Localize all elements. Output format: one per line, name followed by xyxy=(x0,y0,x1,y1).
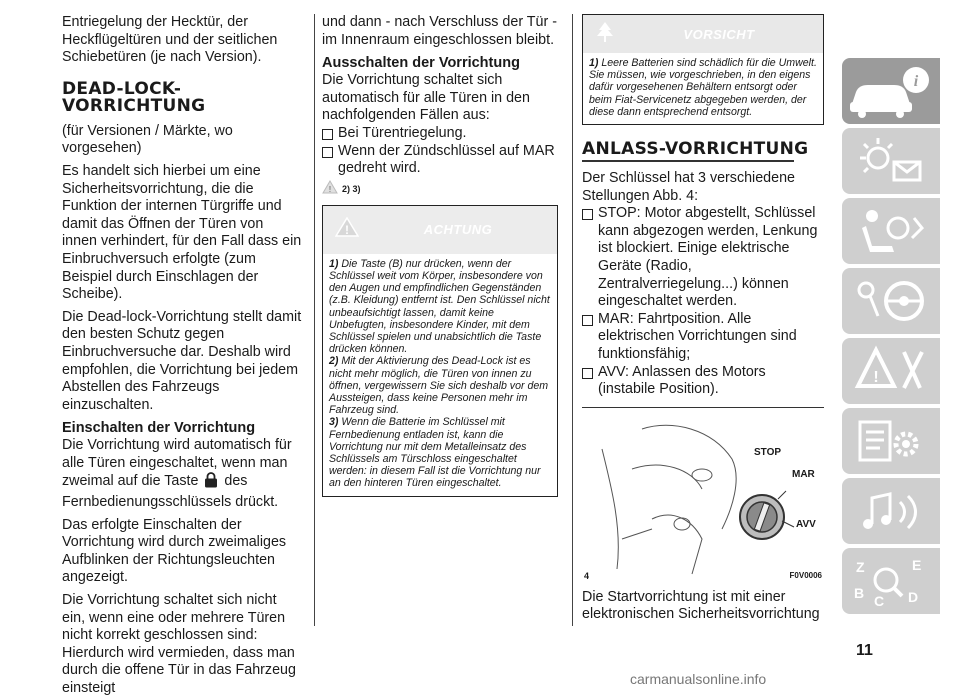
svg-text:C: C xyxy=(874,593,885,609)
figure-label-avv: AVV xyxy=(796,518,816,530)
svg-text:!: ! xyxy=(345,223,349,238)
tab-safety[interactable] xyxy=(842,198,940,264)
tab-driving[interactable] xyxy=(842,268,940,334)
bullet-item xyxy=(582,205,824,311)
warning-tools-icon xyxy=(842,338,940,404)
service-gear-icon xyxy=(842,408,940,474)
svg-text:E: E xyxy=(912,557,922,573)
paragraph: Das erfolgte Einschalten der Vorrichtung wird durch zweimaliges Aufblinken der Richtungsleuchten angezeigt. xyxy=(62,516,287,586)
warning-header xyxy=(323,206,557,254)
bullet-item xyxy=(582,364,824,399)
tab-maintenance[interactable] xyxy=(842,408,940,474)
tab-emergency[interactable] xyxy=(842,338,940,404)
paragraph: Die Startvorrichtung ist mit einer elektronischen Sicherheitsvorrichtung xyxy=(582,588,820,623)
svg-text:D: D xyxy=(908,589,919,605)
bullet-square-icon xyxy=(582,315,593,326)
warning-triangle-icon xyxy=(335,217,359,242)
warning-item xyxy=(329,416,553,489)
tab-multimedia[interactable] xyxy=(842,478,940,544)
music-signal-icon xyxy=(842,478,940,544)
note-references xyxy=(322,180,558,199)
caution-number: 1) xyxy=(589,57,599,69)
tab-index[interactable] xyxy=(842,548,940,614)
bullet-square-icon xyxy=(582,368,593,379)
warning-body xyxy=(323,254,557,496)
figure-number: 4 xyxy=(584,570,590,581)
paragraph: Die Vorrichtung schaltet sich nicht ein, wenn eine oder mehrere Türen nicht korrekt geschlossen sind: Hierdurch wird vermieden, dass man durch die offene Tür in das Fahrzeug einsteigt xyxy=(62,592,296,696)
warning-title: ACHTUNG xyxy=(423,222,493,238)
caution-tree-icon xyxy=(595,21,615,48)
ignition-figure xyxy=(582,407,824,585)
section-heading-anlass: ANLASS-VORRICHTUNG xyxy=(582,139,809,160)
tab-dashboard[interactable] xyxy=(842,128,940,194)
bullet-item xyxy=(322,125,558,143)
warning-number: 1) xyxy=(329,257,339,270)
caution-box-vorsicht xyxy=(582,14,824,125)
warning-box-achtung xyxy=(322,205,558,497)
heading-underline xyxy=(582,160,794,162)
column-3 xyxy=(582,14,824,624)
column-divider xyxy=(572,14,573,626)
warning-item xyxy=(329,355,553,416)
svg-text:!: ! xyxy=(328,184,332,194)
warning-text: Die Taste (B) nur drücken, wenn der Schlüssel weit vom Körper, insbesondere von den Augen und empfindlichen Gegenständen (z.B. Kleidung) entfernt ist. Den Schlüssel nicht unbeaufsichtigt lassen, damit keine Unbefugten, insbesondere Kinder, mit dem Schlüssel spielen und unabsichtlich die Taste drücken können. xyxy=(329,257,550,356)
column-1 xyxy=(62,14,302,698)
subheading-einschalten: Einschalten der Vorrichtung xyxy=(62,420,256,437)
airbag-seat-icon xyxy=(842,198,940,264)
section-heading-dead-lock: DEAD-LOCK-VORRICHTUNG xyxy=(62,78,206,116)
car-info-icon xyxy=(842,58,940,124)
bullet-text: MAR: Fahrtposition. Alle elektrischen Vorrichtungen sind funktionsfähig; xyxy=(598,310,797,362)
warning-text: Mit der Aktivierung des Dead-Lock ist es nicht mehr möglich, die Türen von innen zu öffnen, vergewissern Sie sich deshalb vor dem Aussteigen, dass keine Personen mehr im Fahrzeug sind. xyxy=(329,355,549,417)
bullet-square-icon xyxy=(582,209,593,220)
paragraph: und dann - nach Verschluss der Tür - im Innenraum eingeschlossen bleibt. xyxy=(322,14,557,48)
svg-text:i: i xyxy=(913,73,919,90)
paragraph: Die Vorrichtung schaltet sich automatisch für alle Türen in den nachfolgenden Fällen aus: xyxy=(322,72,530,124)
bullet-square-icon xyxy=(322,129,333,140)
bullet-text: STOP: Motor abgestellt, Schlüssel kann abgezogen werden, Lenkung ist blockiert. Einige elektrische Geräte (Radio, Zentralverriegelung...) können eingeschaltet werden. xyxy=(598,205,818,310)
figure-label-mar: MAR xyxy=(792,468,815,480)
paragraph: Der Schlüssel hat 3 verschiedene Stellungen Abb. 4: xyxy=(582,170,795,204)
paragraph: Die Dead-lock-Vorrichtung stellt damit den besten Schutz gegen Einbruchversuche dar. Deshalb wird empfohlen, die Vorrichtung bei jedem Abstellen des Fahrzeugs einzuschalten. xyxy=(62,308,302,413)
svg-text:B: B xyxy=(854,585,865,601)
paragraph xyxy=(62,437,302,511)
lock-icon xyxy=(204,472,218,494)
svg-text:!: ! xyxy=(873,369,879,386)
column-2 xyxy=(322,14,558,497)
paragraph: Es handelt sich hierbei um eine Sicherheitsvorrichtung, die die Funktion der internen Türgriffe und damit das Öffnen der Türen von innen verhindert, für den Fall dass ein Einbruchversuch erfolgte (zum Beispiel durch Einschlagen der Scheibe). xyxy=(62,162,302,303)
warning-item xyxy=(329,258,553,356)
key-steering-icon xyxy=(842,268,940,334)
note-refs-text: 2) 3) xyxy=(342,184,361,195)
figure-code: F0V0006 xyxy=(789,570,822,580)
tab-vehicle-info[interactable] xyxy=(842,58,940,124)
intro-text: Entriegelung der Hecktür, der Heckflügeltüren und der seitlichen Schiebetüren (je nach Version). xyxy=(62,14,278,66)
bullet-square-icon xyxy=(322,147,333,158)
subheading-ausschalten: Ausschalten der Vorrichtung xyxy=(322,55,520,72)
ignition-switch-illustration xyxy=(582,409,824,585)
bullet-text: Bei Türentriegelung. xyxy=(338,124,467,141)
warning-number: 3) xyxy=(329,416,339,429)
paragraph: (für Versionen / Märkte, wo vorgesehen) xyxy=(62,122,233,157)
page-number: 11 xyxy=(856,642,873,659)
warning-number: 2) xyxy=(329,355,339,368)
bullet-text: AVV: Anlassen des Motors (instabile Position). xyxy=(598,363,766,398)
watermark: carmanualsonline.info xyxy=(630,671,767,687)
caution-body xyxy=(583,53,823,124)
caution-title: VORSICHT xyxy=(683,26,755,42)
paragraph-part: des Fernbedienungsschlüssels drückt. xyxy=(62,473,279,511)
warning-triangle-icon xyxy=(322,180,338,199)
bullet-text: Wenn der Zündschlüssel auf MAR gedreht wird. xyxy=(338,142,555,177)
caution-header xyxy=(583,15,823,53)
column-divider xyxy=(314,14,315,626)
svg-text:Z: Z xyxy=(856,559,865,575)
caution-text: Leere Batterien sind schädlich für die Umwelt. Sie müssen, wie vorgeschrieben, in den eigens dafür vorgesehenen Behältern entsorgt oder beim Fiat-Servicenetz abgegeben werden, der diese dann entsprechend entsorgt. xyxy=(589,57,817,118)
warning-text: Wenn die Batterie im Schlüssel mit Fernbedienung entladen ist, kann die Vorrichtung nur mit dem Metalleinsatz des Schlüssels am Türschloss eingeschaltet werden: in diesem Fall ist die Vorrichtung nur an den hinteren Türen eingeschaltet. xyxy=(329,416,541,490)
figure-label-stop: STOP xyxy=(754,446,782,458)
bullet-item xyxy=(582,311,824,364)
paragraph-part: Die Vorrichtung wird automatisch für alle Türen eingeschaltet, wenn man zweimal auf die Taste xyxy=(62,437,292,490)
sun-message-icon xyxy=(842,128,940,194)
alphabet-search-icon xyxy=(842,548,940,614)
bullet-item xyxy=(322,143,558,178)
